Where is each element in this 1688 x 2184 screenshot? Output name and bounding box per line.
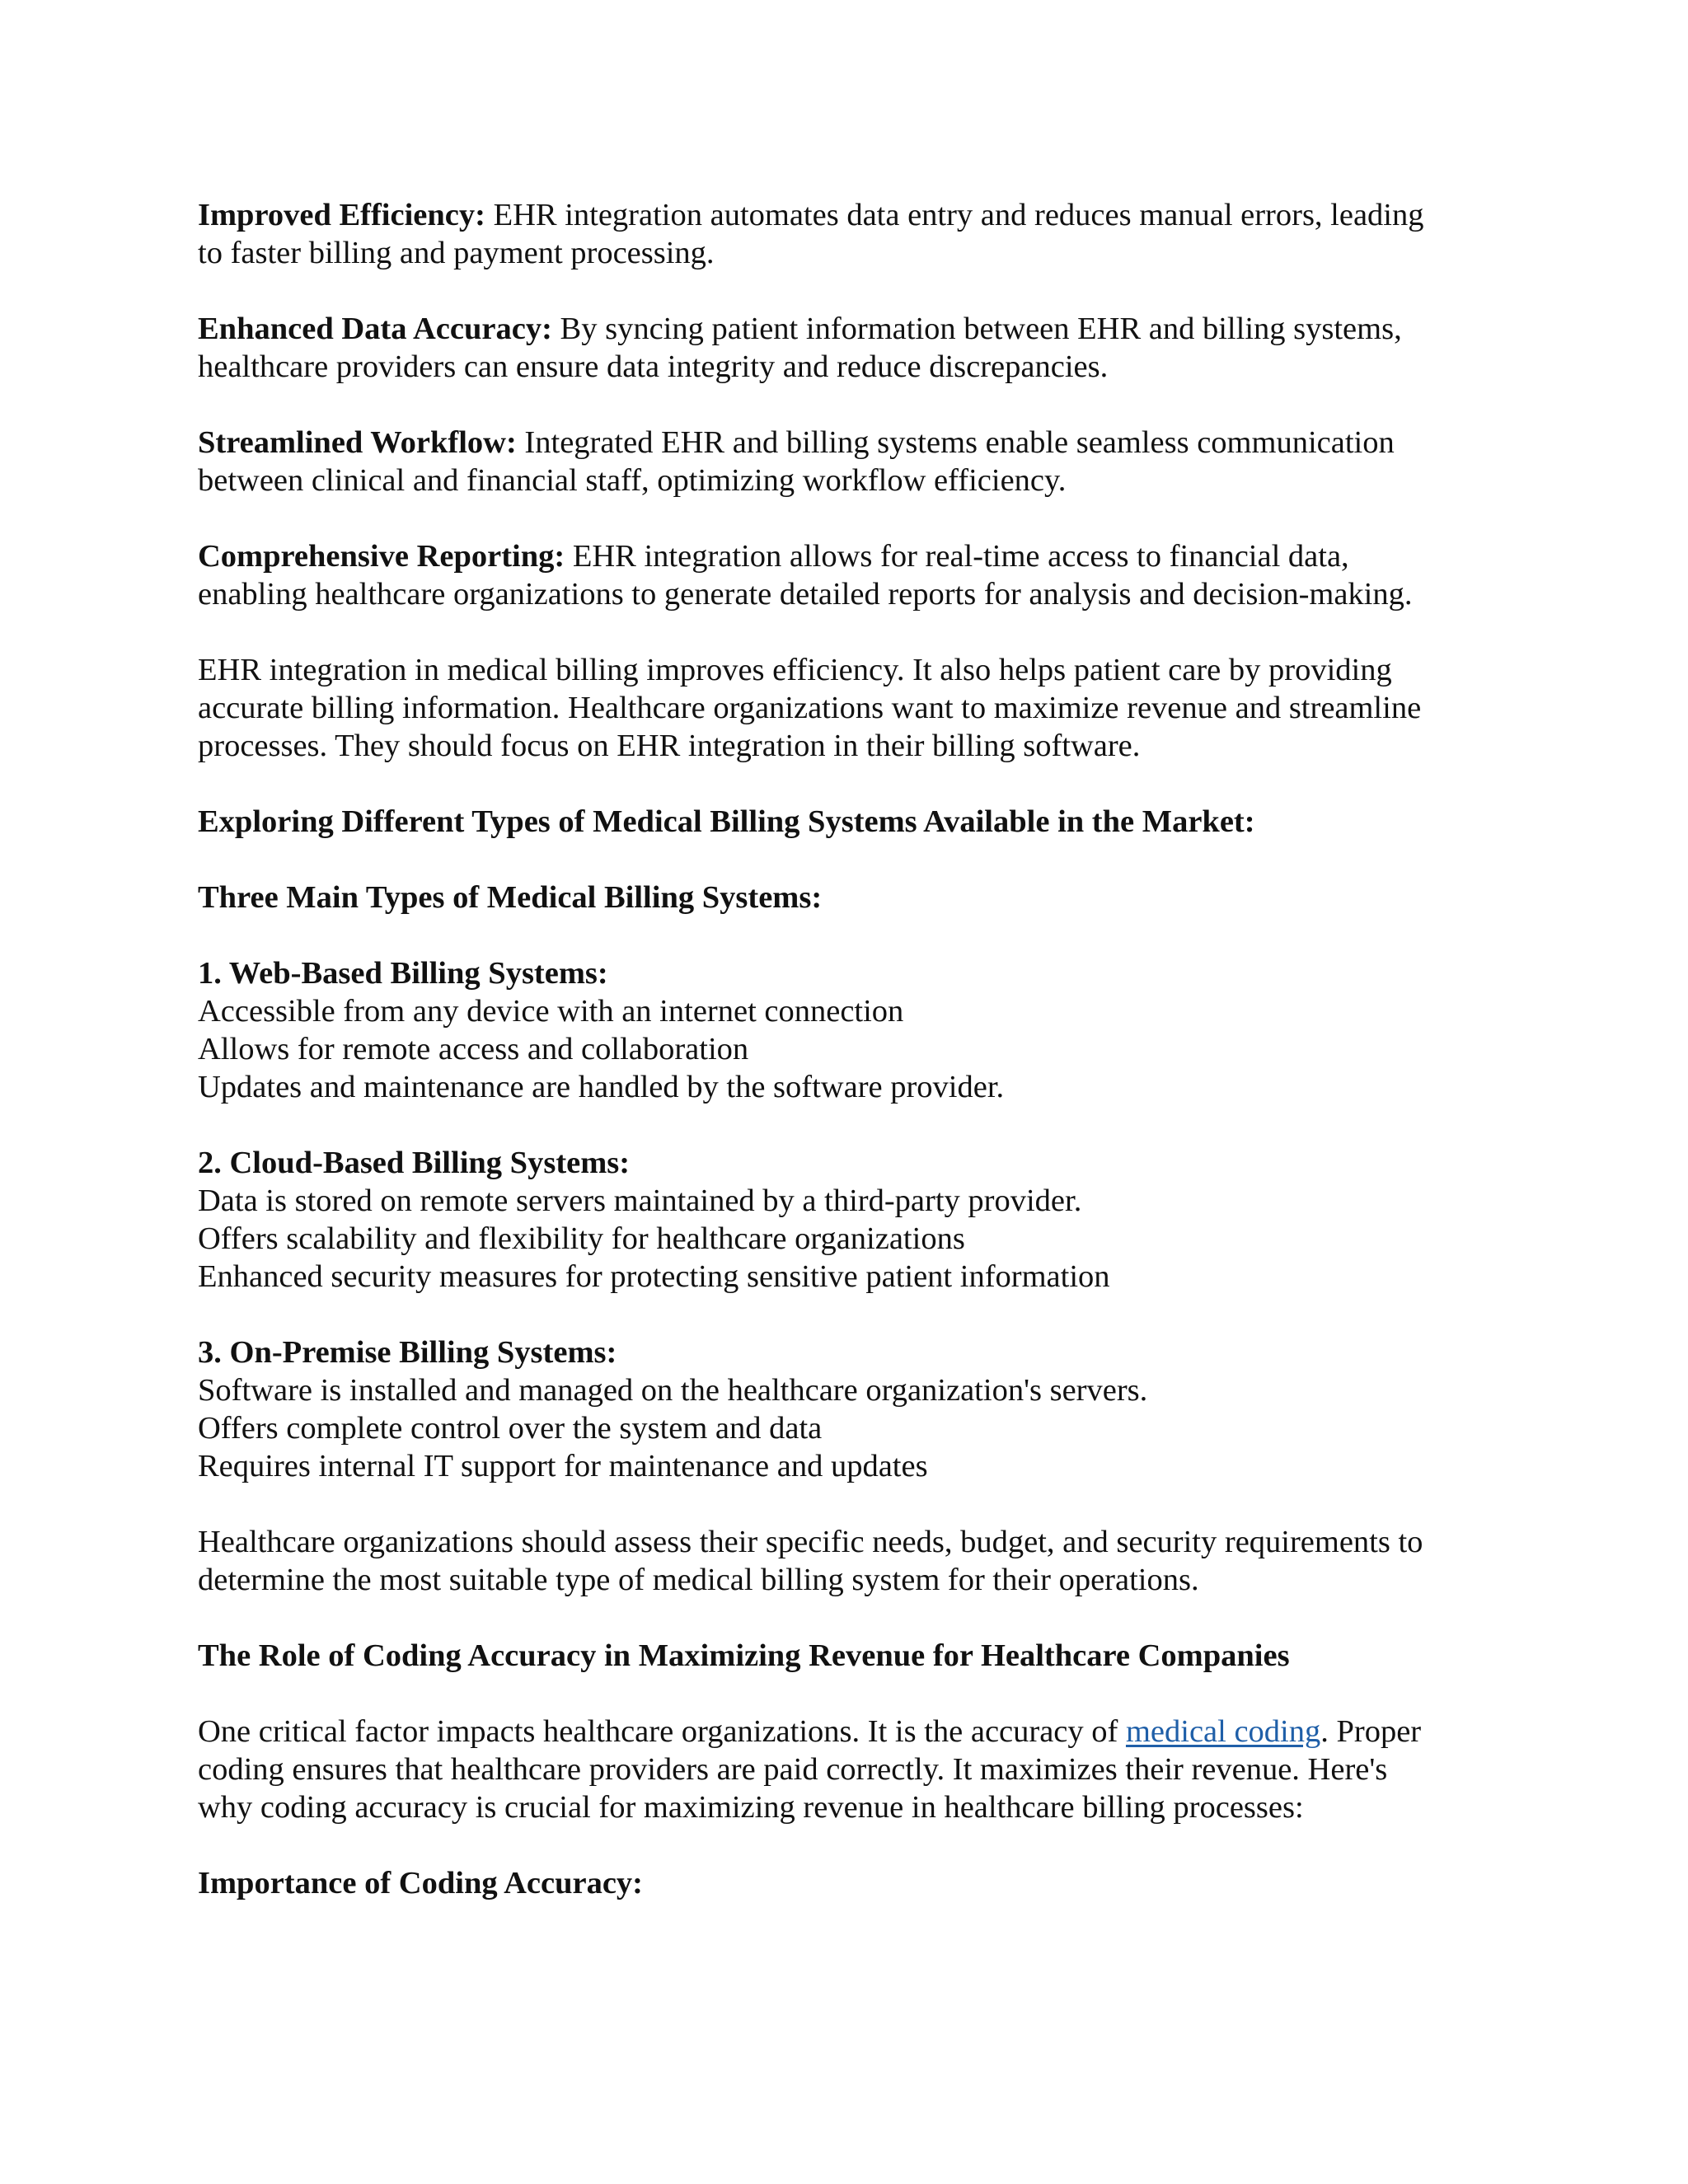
on-premise-title: 3. On-Premise Billing Systems:	[198, 1335, 617, 1370]
comprehensive-reporting-line-1	[198, 537, 1517, 575]
coding-line-2: coding ensures that healthcare providers are paid correctly. It maximizes their revenue. Here's	[198, 1752, 1388, 1787]
improved-efficiency-heading: Improved Efficiency:	[198, 198, 485, 232]
coding-paragraph	[198, 1713, 1517, 1826]
cloud-based-section	[198, 1144, 1517, 1296]
assess-paragraph	[198, 1523, 1517, 1599]
web-based-section	[198, 954, 1517, 1106]
web-based-title: 1. Web-Based Billing Systems:	[198, 956, 608, 991]
comprehensive-reporting-heading: Comprehensive Reporting:	[198, 539, 565, 574]
exploring-heading: Exploring Different Types of Medical Billing Systems Available in the Market:	[198, 804, 1255, 839]
coding-role-heading: The Role of Coding Accuracy in Maximizing Revenue for Healthcare Companies	[198, 1638, 1290, 1673]
streamlined-workflow-text-2: between clinical and financial staff, optimizing workflow efficiency.	[198, 463, 1067, 498]
streamlined-workflow-heading: Streamlined Workflow:	[198, 425, 517, 460]
coding-line-1-after: . Proper	[1320, 1714, 1422, 1749]
three-types-heading: Three Main Types of Medical Billing Systems:	[198, 880, 823, 915]
ehr-summary-line-2: accurate billing information. Healthcare organizations want to maximize revenue and streamline	[198, 691, 1422, 725]
on-premise-point-2: Offers complete control over the system and data	[198, 1411, 823, 1446]
ehr-summary-line-3: processes. They should focus on EHR integration in their billing software.	[198, 729, 1141, 763]
streamlined-workflow-line-1	[198, 424, 1517, 462]
on-premise-point-1: Software is installed and managed on the healthcare organization's servers.	[198, 1373, 1148, 1408]
enhanced-accuracy-paragraph	[198, 310, 1517, 386]
importance-heading: Importance of Coding Accuracy:	[198, 1866, 643, 1900]
document-page	[198, 196, 1517, 1940]
coding-line-3: why coding accuracy is crucial for maximizing revenue in healthcare billing processes:	[198, 1790, 1304, 1825]
improved-efficiency-text-2: to faster billing and payment processing.	[198, 236, 715, 270]
cloud-based-point-2: Offers scalability and flexibility for healthcare organizations	[198, 1221, 965, 1256]
cloud-based-title: 2. Cloud-Based Billing Systems:	[198, 1146, 631, 1180]
improved-efficiency-line-1	[198, 196, 1517, 234]
coding-line-1-before: One critical factor impacts healthcare organizations. It is the accuracy of	[198, 1714, 1126, 1749]
web-based-point-3: Updates and maintenance are handled by the software provider.	[198, 1070, 1005, 1104]
comprehensive-reporting-text-2: enabling healthcare organizations to generate detailed reports for analysis and decision-making.	[198, 577, 1413, 612]
on-premise-section	[198, 1333, 1517, 1485]
coding-line-1	[198, 1713, 1517, 1750]
ehr-summary-line-1: EHR integration in medical billing improves efficiency. It also helps patient care by providing	[198, 653, 1392, 687]
medical-coding-link[interactable]: medical coding	[1125, 1714, 1321, 1749]
streamlined-workflow-paragraph	[198, 424, 1517, 499]
improved-efficiency-text-1: EHR integration automates data entry and reduces manual errors, leading	[485, 198, 1424, 232]
improved-efficiency-paragraph	[198, 196, 1517, 272]
web-based-point-1: Accessible from any device with an internet connection	[198, 994, 904, 1029]
web-based-point-2: Allows for remote access and collaboration	[198, 1032, 749, 1066]
assess-line-1: Healthcare organizations should assess their specific needs, budget, and security requirements to	[198, 1525, 1423, 1559]
enhanced-accuracy-line-1	[198, 310, 1517, 348]
streamlined-workflow-text-1: Integrated EHR and billing systems enable seamless communication	[516, 425, 1395, 460]
enhanced-accuracy-heading: Enhanced Data Accuracy:	[198, 312, 552, 346]
enhanced-accuracy-text-2: healthcare providers can ensure data integrity and reduce discrepancies.	[198, 349, 1109, 384]
assess-line-2: determine the most suitable type of medical billing system for their operations.	[198, 1563, 1199, 1597]
on-premise-point-3: Requires internal IT support for maintenance and updates	[198, 1449, 928, 1483]
ehr-summary-paragraph	[198, 651, 1517, 765]
comprehensive-reporting-text-1: EHR integration allows for real-time access to financial data,	[565, 539, 1349, 574]
comprehensive-reporting-paragraph	[198, 537, 1517, 613]
cloud-based-point-3: Enhanced security measures for protecting sensitive patient information	[198, 1259, 1110, 1294]
enhanced-accuracy-text-1: By syncing patient information between EHR and billing systems,	[551, 312, 1402, 346]
cloud-based-point-1: Data is stored on remote servers maintained by a third-party provider.	[198, 1183, 1082, 1218]
